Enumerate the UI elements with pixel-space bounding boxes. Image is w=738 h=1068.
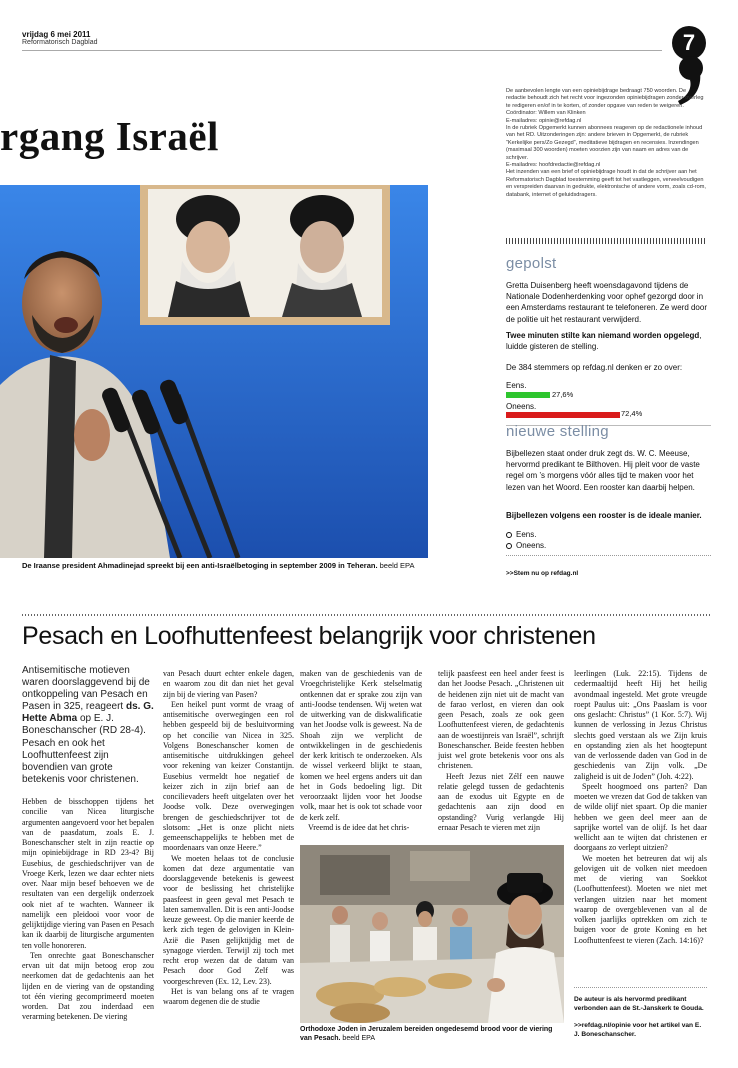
poll-statement-rest: , luidde gisteren de stelling.	[506, 331, 702, 352]
option-label: Oneens.	[516, 541, 547, 550]
article-column-1	[22, 797, 154, 1023]
photo2-caption	[300, 1025, 564, 1043]
intro-text: op E. J. Boneschanscher (RD 28-4). Pesach en ook het Loofhuttenfeest zijn bovendien van grote betekenis voor christenen.	[22, 713, 146, 785]
article-column-4	[438, 669, 564, 833]
spread-headline: rgang Israël	[0, 113, 219, 159]
rules-coordinator: Coördinator: Willem van Klinken	[506, 110, 586, 117]
paragraph: We moeten het betreuren dat wij als gelovigen uit de volken niet meedoen met de viering van Soekkot (Loofhuttenfeest). Moeten we niet met verlangen uitzien naar het moment waarop de overgeblevenen van al de volken jaarlijks optrekken om zich te buigen voor de grote Koning en het Loofhuttenfeest te vieren (Zach. 14:16)?	[574, 853, 707, 945]
rules-email: E-mailadres: hoofdredactie@refdag.nl	[506, 162, 601, 169]
paragraph: Speelt hoogmoed ons parten? Dan moeten we vrezen dat God de takken van de wilde olijf niet spaart. Op die manier hebben we geen deel meer aan de saprijke wortel van de olijf. Is het daar wellicht aan te wijten dat christenen er doorgaans zo verlept uitzien?	[574, 781, 707, 853]
new-statement-question: Bijbellezen volgens een rooster is de ideale manier.	[506, 511, 702, 520]
article-intro	[22, 665, 154, 786]
paragraph: Het is van belang ons af te vragen waarom degenen die de studie	[163, 986, 294, 1006]
article-column-3	[300, 669, 422, 833]
vote-divider	[506, 555, 711, 556]
intro-author: ds. G. Hette Abma	[22, 701, 154, 725]
ahmadinejad-photo	[0, 185, 428, 558]
article-column-2	[163, 669, 294, 1007]
poll-statement-bold: Twee minuten stilte kan niemand worden opgelegd	[506, 331, 700, 340]
poll-yes-percent: 27,6%	[552, 390, 574, 399]
rules-paragraph: De aanbevolen lengte van een opiniebijdrage bedraagt 750 woorden. De redactie behoudt zich het recht voor ingezonden opiniebijdragen zonder overleg te redigeren en/of in te korten, of zonder opgave van reden te weigeren.	[506, 88, 704, 109]
paragraph: Hebben de bisschoppen tijdens het concilie van Nicea liturgische argumenten aangevoerd voor het bepalen van de paasdatum, zoals E. J. Boneschanscher stelt in zijn reactie op mijn opiniebijdrage in RD 23-4? Bij Eusebius, de geschiedschrijver van de Vroege Kerk, lezen we daar echter niets over. Naar mijn besef behoeven we de resultaten van een dergelijk onderzoek ook niet af te wachten. Wanneer ik namelijk een pleidooi voor voor de gelijktijdige viering van Pasen en Pesach kan ik daarbij de liturgische argumenten ten volle honoreren.	[22, 797, 154, 950]
photo-credit: beeld EPA	[379, 561, 415, 570]
radio-icon[interactable]	[506, 543, 512, 549]
paragraph: Een heikel punt vormt de vraag of antisemitische overwegingen een rol hebben gespeeld bij de besluitvorming op het concilie van Nicea in 325. Volgens Boneschanscher komen de antisemitische uitdrukkingen geheel voor rekening van keizer Constantijn. Eusebius vermeldt hoe negatief de keizer zich in zijn brief aan de concilievaders heeft uitgelaten over het Joodse volk. Deze overwegingen brengen de geschiedschrijver tot de slotsom: „Het is onze plicht niets gemeenschappelijks te hebben met de moordenaars van onze Heere.”	[163, 699, 294, 853]
radio-icon[interactable]	[506, 532, 512, 538]
caption-text: Orthodoxe Joden in Jeruzalem bereiden ongedesemd brood voor de viering van Pesach.	[300, 1026, 553, 1042]
poll-count: De 384 stemmers op refdag.nl denken er zo over:	[506, 363, 683, 372]
photo1-caption	[22, 561, 432, 570]
poll-heading: gepolst	[506, 255, 557, 272]
poll-yes-label: Eens.	[506, 381, 527, 390]
paragraph: Heeft Jezus niet Zélf een nauwe relatie gelegd tussen de gedachtenis aan de exodus uit Egypte en de gedachtenis aan zijn dood en opstanding? Vurig verlangde Hij ernaar Pesach te vieren met zijn	[438, 771, 564, 832]
photo-credit: beeld EPA	[342, 1035, 375, 1042]
paragraph: van Pesach duurt echter enkele dagen, en waarom zou dit dan niet het geval zijn bij de viering van Pasen?	[163, 669, 294, 699]
poll-yes-bar	[506, 392, 550, 398]
article-title: Pesach en Loofhuttenfeest belangrijk voor christenen	[22, 622, 596, 650]
poll-no-bar	[506, 412, 620, 418]
paragraph: We moeten helaas tot de conclusie komen dat deze argumentatie van doorslaggevende betekenis is geweest voor de beslissing het christelijke paasfeest in geen geval met Pesach te laten samenvallen. Dit is een anti-Joodse keuze geweest. Op die manier keerde de kerk zich tegen de gelovigen in Klein-Azië die Pasen gelijktijdig met de synagoge vierden. Terwijl zij toch met recht erop wezen dat de datum van Pesach door God Zelf was voorgeschreven (Ex. 12, Lev. 23).	[163, 853, 294, 986]
poll-text: Gretta Duisenberg heeft woensdagavond tijdens de Nationale Dodenherdenking voor ophef gezorgd door in een Amsterdams restaurant te telefoneren. Ze werd door de politie uit het restaurant verwijderd.	[506, 281, 707, 324]
vote-option-disagree[interactable]	[506, 541, 546, 550]
poll-no-label: Oneens.	[506, 402, 537, 411]
article-column-5	[574, 669, 707, 946]
author-divider	[574, 987, 707, 988]
submission-rules	[506, 88, 706, 199]
poll-divider	[506, 238, 706, 244]
poll-no-percent: 72,4%	[621, 409, 643, 418]
new-statement-heading: nieuwe stelling	[506, 423, 609, 440]
rules-email: E-mailadres: opinie@refdag.nl	[506, 117, 582, 124]
paragraph: telijk paasfeest een heel ander feest is dan het Joodse Pesach. „Christenen uit de heidenen zijn niet uit de macht van de farao verlost, en vieren dan ook geen Pesach, zoals ze ook geen Loofhuttenfeest vieren, de gedachtenis aan de woestijnreis van Israël”, schrijft Boneschanscher. Beide feesten hebben juist wel grote betekenis voor ons als christenen.	[438, 669, 564, 771]
paragraph: Vreemd is de idee dat het chris-	[308, 822, 410, 832]
paragraph: Ten onrechte gaat Boneschanscher ervan uit dat mijn betoog erop zou neerkomen dat de gedachtenis aan het lijden en de viering van de opstanding tot één viering gecomprimeerd moeten worden. Dat zou inderdaad een verarming betekenen. De viering	[22, 950, 154, 1022]
article-divider	[22, 614, 712, 616]
author-note: De auteur is als hervormd predikant verbonden aan de St.-Janskerk te Gouda.	[574, 996, 704, 1012]
rules-paragraph: Het inzenden van een brief of opiniebijdrage houdt in dat de schrijver aan het Reformatorisch Dagblad toestemming geeft tot het vastleggen, verveelvoudigen en verspreiden daarvan in gedrukte, elektronische of andere vorm, zoals cd-rom, databank, internet of geluidsdragers.	[506, 169, 706, 198]
rules-paragraph: In de rubriek Opgemerkt kunnen abonnees reageren op de redactionele inhoud van het RD. Uitzonderingen zijn: andere brieven in Opgemerkt, de rubriek “Kerkelijke pers/Zo Gezegd”, meditatieve bijdragen en recensies. Inzendingen (maximaal 300 woorden) moeten voorzien zijn van naam en adres van de schrijver.	[506, 125, 703, 161]
matzah-baking-photo	[300, 845, 564, 1023]
vote-option-agree[interactable]	[506, 530, 536, 539]
poll-statement	[506, 330, 711, 352]
paragraph: maken van de geschiedenis van de Vroegchristelijke Kerk stelselmatig ontkennen dat er sprake zou zijn van anti-Joodse tendensen. Wij weten wat de uitwerking van de diskwalificatie van het Joodse volk is geweest. Na de Shoah zijn we verplicht de ontwikkelingen in de geschiedenis der kerk kritisch te onderzoeken. Als de wissel verkeerd blijkt te staan, komen we heel ergens anders uit dan het in Gods bedoeling ligt. Dit veroorzaakt lijden voor het Joodse volk, maar het is ook tot schade voor de kerk zelf.	[300, 669, 422, 822]
page-number-badge: 7	[672, 26, 706, 60]
paragraph: leerlingen (Luk. 22:15). Tijdens de cedermaaltijd heeft Hij het heilig avondmaal ingesteld. Met grote vreugde roept Paulus uit: „Ons Paaslam is voor ons geslacht: Christus” (1 Kor. 5:7). Wij kunnen de verlossing in Jezus Christus slechts goed verstaan als we Zijn kruis en opstanding zien als het hoogtepunt van de verlossende daden van God in de geschiedenis van Zijn volk. „De zaligheid is uit de Joden” (Joh. 4:22).	[574, 669, 707, 781]
vote-link[interactable]: >>Stem nu op refdag.nl	[506, 570, 579, 577]
issue-date: vrijdag 6 mei 2011	[22, 30, 91, 39]
caption-text: De Iraanse president Ahmadinejad spreekt bij een anti-Israëlbetoging in september 2009 in Teheran.	[22, 561, 378, 570]
related-article-link[interactable]: >>refdag.nl/opinie voor het artikel van E. J. Boneschanscher.	[574, 1022, 702, 1038]
option-label: Eens.	[516, 530, 537, 539]
header-rule	[22, 50, 662, 51]
intro-text: Antisemitische motieven waren doorslaggevend bij de ontkoppeling van Pesach en Pasen in 325, reageert	[22, 665, 150, 713]
new-statement-text: Bijbellezen staat onder druk zegt ds. W. C. Meeuse, hervormd predikant te Bilthoven. Hij pleit voor de vaste regel om ’s morgens vóór alles tijd te maken voor het lezen van het Woord. Een rooster kan daarbij helpen.	[506, 449, 700, 492]
newspaper-name: Reformatorisch Dagblad	[22, 39, 98, 46]
